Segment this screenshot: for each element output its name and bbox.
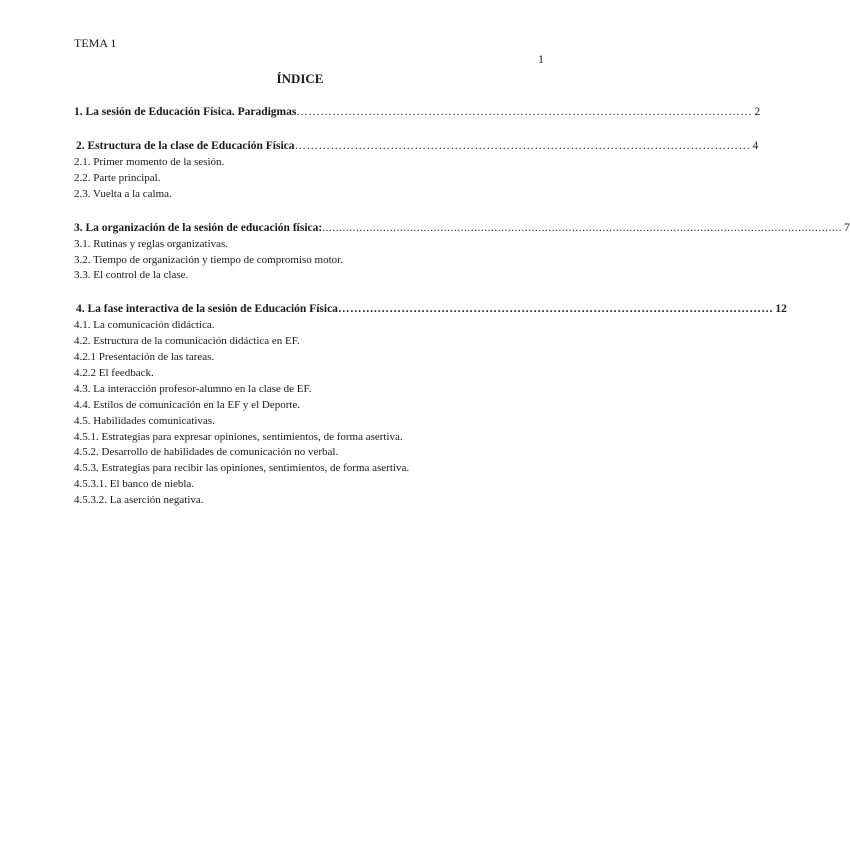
toc-section-page: 4: [752, 140, 759, 152]
toc-section-label: 2. Estructura de la clase de Educación Física: [76, 140, 295, 152]
toc-subsection[interactable]: 3.3. El control de la clase.: [74, 269, 189, 282]
page-title: ÍNDICE: [276, 71, 324, 86]
toc-section-label: 1. La sesión de Educación Física. Paradigmas: [74, 106, 297, 118]
toc-subsection[interactable]: 3.1. Rutinas y reglas organizativas.: [74, 237, 229, 250]
toc-section-4[interactable]: [74, 300, 787, 318]
page-number: 1: [538, 52, 544, 66]
toc-section-1[interactable]: [74, 103, 761, 121]
toc-subsection[interactable]: 3.2. Tiempo de organización y tiempo de compromiso motor.: [74, 253, 343, 266]
table-of-contents: [74, 103, 850, 509]
toc-section-label: 3. La organización de la sesión de educación física:: [74, 221, 323, 234]
toc-subsection[interactable]: 4.2. Estructura de la comunicación didáctica en EF.: [74, 335, 300, 348]
toc-subsection[interactable]: 4.4. Estilos de comunicación en la EF y el Deporte.: [74, 398, 301, 411]
toc-section-page: 2: [754, 106, 761, 118]
toc-subsection[interactable]: 4.1. La comunicación didáctica.: [74, 319, 215, 332]
toc-subsection[interactable]: 4.5.3.2. La aserción negativa.: [74, 494, 204, 507]
toc-section-page: 12: [775, 303, 787, 316]
toc-section-page: 7: [843, 221, 850, 234]
leader-dots: ……………………………………………………………………………………………………: [296, 106, 753, 118]
toc-subsection[interactable]: 2.1. Primer momento de la sesión.: [74, 156, 225, 168]
toc-subsection[interactable]: 4.5.1. Estrategias para expresar opiniones, sentimientos, de forma asertiva.: [74, 430, 403, 443]
toc-subsection[interactable]: 4.5. Habilidades comunicativas.: [74, 414, 215, 427]
toc-section-3[interactable]: [74, 219, 850, 237]
leader-dots: ..........................................................................................................................................................: [322, 221, 842, 234]
leader-dots: ……….………………………………………………………………………………………: [337, 303, 774, 316]
toc-subsection[interactable]: 4.5.3.1. El banco de niebla.: [74, 478, 195, 491]
toc-section-label: 4. La fase interactiva de la sesión de Educación Física: [76, 303, 338, 316]
toc-subsection[interactable]: 4.5.2. Desarrollo de habilidades de comunicación no verbal.: [74, 446, 339, 459]
toc-subsection[interactable]: 4.5.3. Estrategias para recibir las opiniones, sentimientos, de forma asertiva.: [74, 462, 410, 475]
toc-subsection[interactable]: 4.2.2 El feedback.: [74, 367, 154, 380]
toc-subsection[interactable]: 2.2. Parte principal.: [74, 171, 161, 184]
running-header: TEMA 1: [74, 36, 117, 50]
leader-dots: ……………………………………………………………………………………………………: [294, 140, 751, 152]
toc-subsection[interactable]: 2.3. Vuelta a la calma.: [74, 187, 172, 200]
toc-subsection[interactable]: 4.2.1 Presentación de las tareas.: [74, 351, 215, 364]
toc-section-2[interactable]: [74, 137, 759, 155]
toc-subsection[interactable]: 4.3. La interacción profesor-alumno en la clase de EF.: [74, 382, 312, 395]
